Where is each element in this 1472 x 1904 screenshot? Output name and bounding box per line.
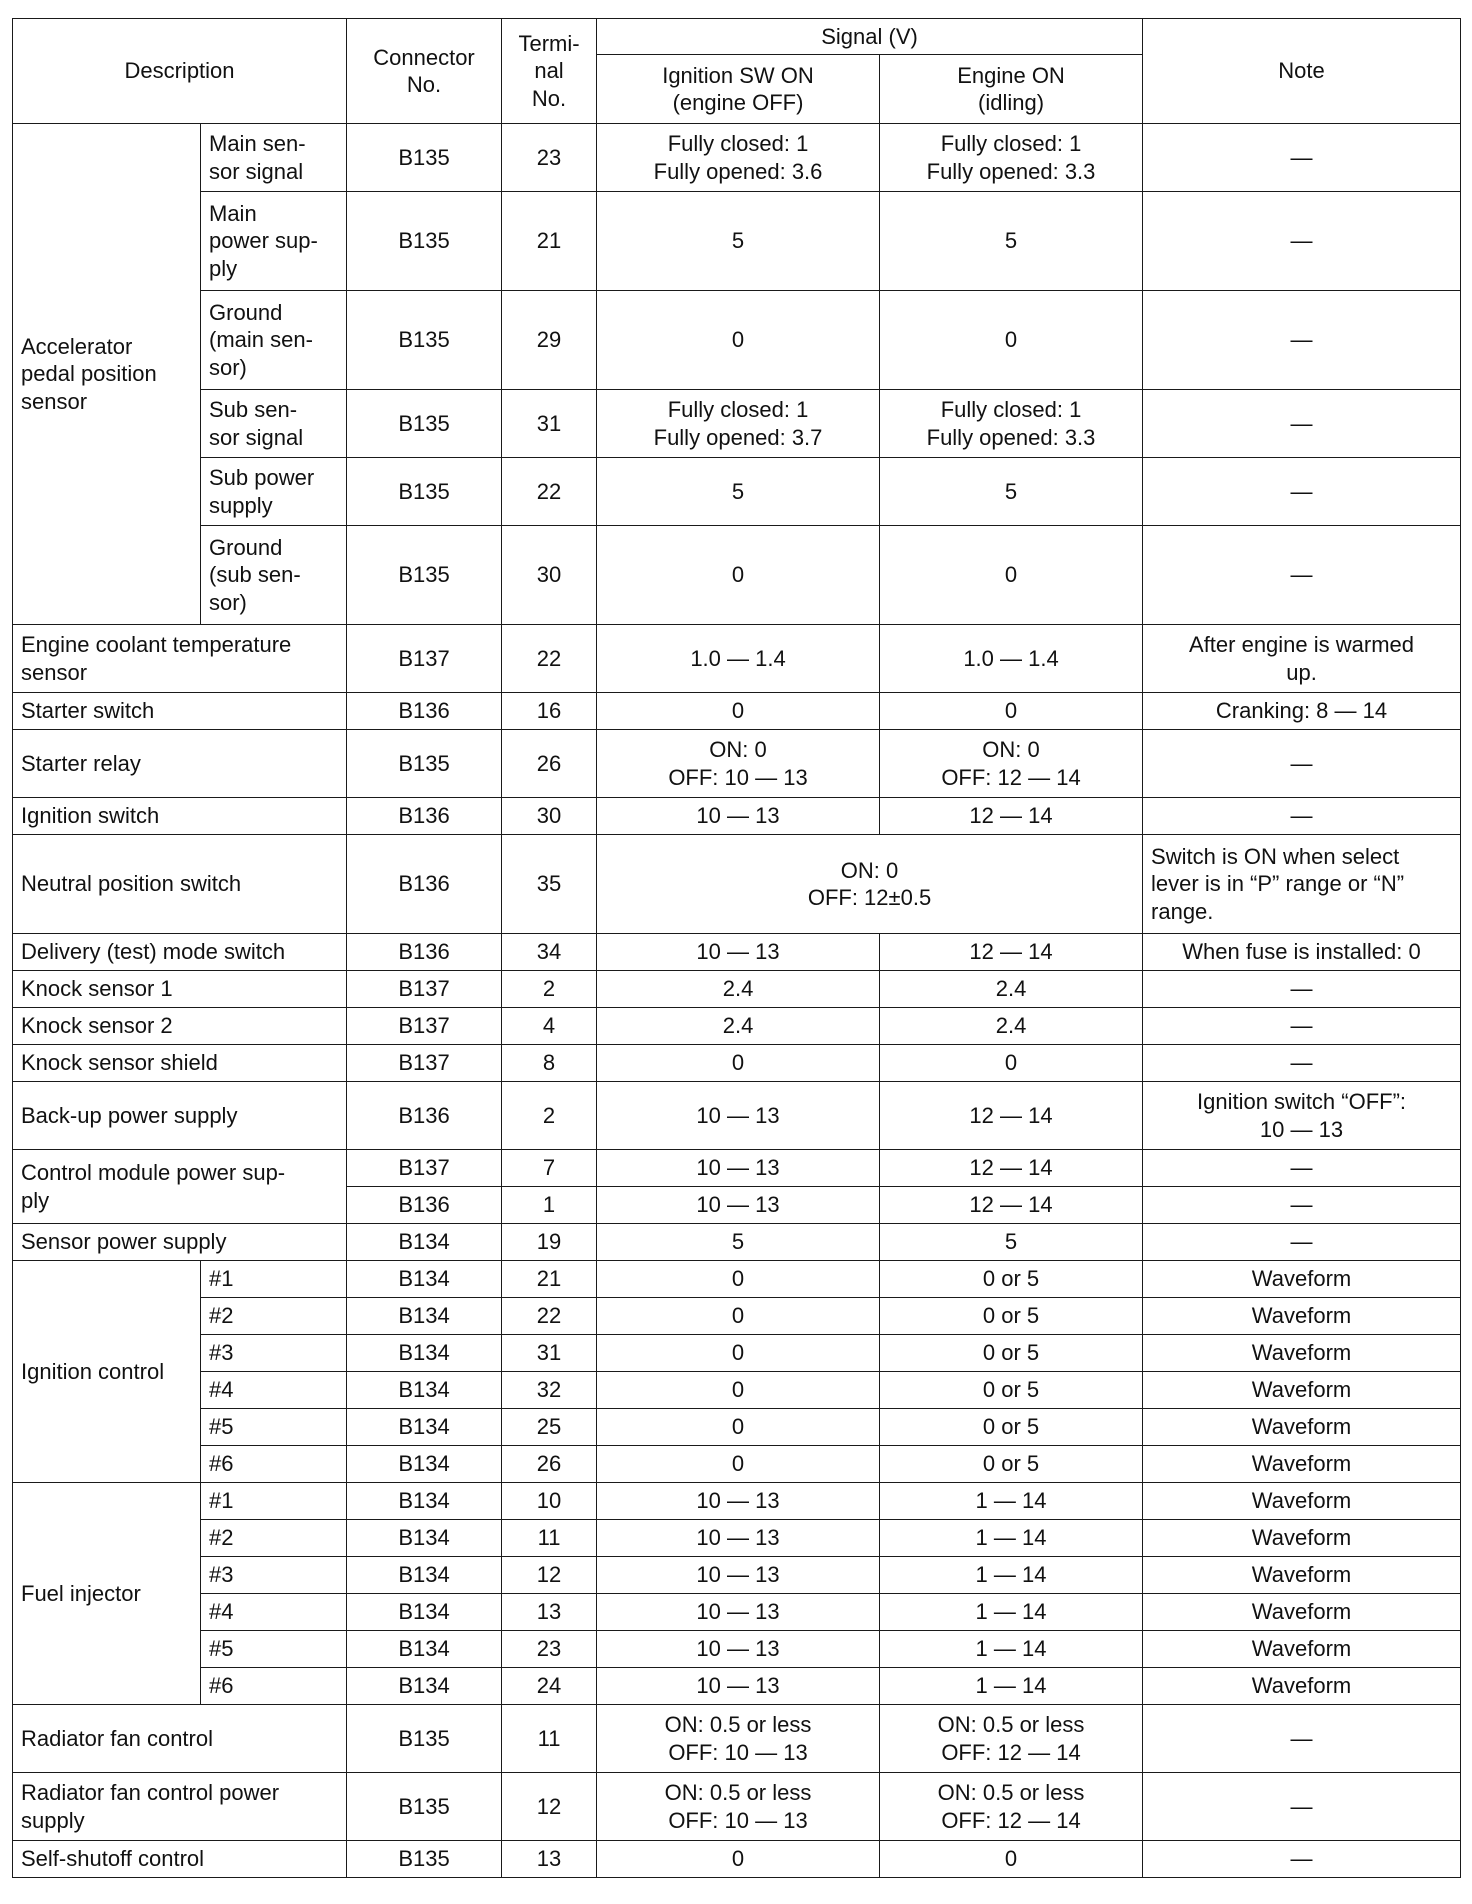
table-row [13,971,1461,1008]
ignition-sw-on-cell: 0 [597,1446,880,1483]
engine-on-cell: 0 or 5 [880,1372,1143,1409]
row-subitem: #3 [201,1335,347,1372]
connector-cell: B134 [347,1372,502,1409]
table-row [13,1594,1461,1631]
terminal-cell: 11 [502,1520,597,1557]
connector-cell: B135 [347,730,502,798]
engine-on-cell: 1 — 14 [880,1483,1143,1520]
terminal-cell: 31 [502,1335,597,1372]
table-row [13,526,1461,625]
terminal-cell: 22 [502,1298,597,1335]
table-row [13,730,1461,798]
terminal-cell: 29 [502,291,597,390]
table-row [13,835,1461,934]
table-row [13,458,1461,526]
terminal-cell: 12 [502,1773,597,1841]
signal-table [12,18,1461,1878]
connector-cell: B137 [347,1008,502,1045]
connector-cell: B134 [347,1557,502,1594]
ignition-sw-on-cell: ON: 0.5 or less OFF: 10 — 13 [597,1705,880,1773]
connector-cell: B134 [347,1446,502,1483]
terminal-cell: 1 [502,1187,597,1224]
connector-cell: B135 [347,124,502,192]
connector-cell: B134 [347,1298,502,1335]
terminal-cell: 23 [502,1631,597,1668]
engine-on-cell: 1 — 14 [880,1668,1143,1705]
row-description: Knock sensor 2 [13,1008,347,1045]
signal-merged-cell: ON: 0 OFF: 12±0.5 [597,835,1143,934]
connector-cell: B134 [347,1668,502,1705]
connector-cell: B136 [347,835,502,934]
engine-on-cell: 1 — 14 [880,1557,1143,1594]
table-row [13,1631,1461,1668]
connector-cell: B137 [347,1150,502,1187]
ignition-sw-on-cell: ON: 0.5 or less OFF: 10 — 13 [597,1773,880,1841]
ignition-sw-on-cell: 10 — 13 [597,1520,880,1557]
row-subitem: #2 [201,1520,347,1557]
row-description: Radiator fan control [13,1705,347,1773]
note-cell: — [1143,1045,1461,1082]
engine-on-cell: ON: 0.5 or less OFF: 12 — 14 [880,1705,1143,1773]
ignition-sw-on-cell: 0 [597,693,880,730]
terminal-cell: 13 [502,1841,597,1878]
note-cell: — [1143,291,1461,390]
engine-on-cell: 5 [880,192,1143,291]
note-cell: Waveform [1143,1520,1461,1557]
terminal-cell: 7 [502,1150,597,1187]
row-subitem: #1 [201,1261,347,1298]
note-cell: — [1143,971,1461,1008]
row-description: Starter relay [13,730,347,798]
note-cell: Waveform [1143,1631,1461,1668]
note-cell: Waveform [1143,1298,1461,1335]
ignition-sw-on-cell: 0 [597,1298,880,1335]
note-cell: Waveform [1143,1668,1461,1705]
table-row [13,1008,1461,1045]
engine-on-cell: 0 or 5 [880,1261,1143,1298]
note-cell: Waveform [1143,1483,1461,1520]
header-connector-no: Connector No. [347,19,502,124]
terminal-cell: 35 [502,835,597,934]
engine-on-cell: 0 [880,1045,1143,1082]
row-description: Back-up power supply [13,1082,347,1150]
note-cell: Waveform [1143,1557,1461,1594]
engine-on-cell: 1 — 14 [880,1520,1143,1557]
table-row [13,798,1461,835]
table-row [13,693,1461,730]
connector-cell: B134 [347,1224,502,1261]
ignition-sw-on-cell: 10 — 13 [597,934,880,971]
engine-on-cell: 12 — 14 [880,1150,1143,1187]
row-group-label: Accelerator pedal position sensor [13,124,201,625]
row-subitem: #6 [201,1446,347,1483]
terminal-cell: 24 [502,1668,597,1705]
row-description: Self-shutoff control [13,1841,347,1878]
terminal-cell: 8 [502,1045,597,1082]
connector-cell: B134 [347,1261,502,1298]
terminal-cell: 31 [502,390,597,458]
row-description: Ignition switch [13,798,347,835]
row-subitem: Main power sup- ply [201,192,347,291]
connector-cell: B135 [347,291,502,390]
header-terminal-no: Termi- nal No. [502,19,597,124]
terminal-cell: 16 [502,693,597,730]
terminal-cell: 12 [502,1557,597,1594]
note-cell: — [1143,1008,1461,1045]
terminal-cell: 13 [502,1594,597,1631]
row-subitem: #5 [201,1631,347,1668]
note-cell: Waveform [1143,1335,1461,1372]
connector-cell: B137 [347,625,502,693]
connector-cell: B134 [347,1631,502,1668]
table-row [13,1372,1461,1409]
engine-on-cell: 2.4 [880,971,1143,1008]
note-cell: — [1143,1705,1461,1773]
note-cell: — [1143,730,1461,798]
header-ignition-sw-on: Ignition SW ON (engine OFF) [597,55,880,124]
note-cell: After engine is warmed up. [1143,625,1461,693]
engine-on-cell: 5 [880,458,1143,526]
note-cell: — [1143,1841,1461,1878]
ignition-sw-on-cell: 10 — 13 [597,1187,880,1224]
row-subitem: #4 [201,1594,347,1631]
row-subitem: #3 [201,1557,347,1594]
engine-on-cell: 12 — 14 [880,1082,1143,1150]
table-row [13,934,1461,971]
engine-on-cell: 2.4 [880,1008,1143,1045]
row-description: Engine coolant temperature sensor [13,625,347,693]
engine-on-cell: 1 — 14 [880,1631,1143,1668]
ignition-sw-on-cell: 0 [597,526,880,625]
row-description: Radiator fan control power supply [13,1773,347,1841]
table-row [13,625,1461,693]
row-group-label: Ignition control [13,1261,201,1483]
table-row [13,1773,1461,1841]
table-row [13,1520,1461,1557]
note-cell: Waveform [1143,1446,1461,1483]
note-cell: Waveform [1143,1372,1461,1409]
ignition-sw-on-cell: 10 — 13 [597,1668,880,1705]
ignition-sw-on-cell: Fully closed: 1 Fully opened: 3.6 [597,124,880,192]
row-description: Knock sensor 1 [13,971,347,1008]
terminal-cell: 23 [502,124,597,192]
table-row [13,1668,1461,1705]
terminal-cell: 21 [502,1261,597,1298]
table-row [13,124,1461,192]
table-row [13,1557,1461,1594]
ignition-sw-on-cell: ON: 0 OFF: 10 — 13 [597,730,880,798]
connector-cell: B134 [347,1409,502,1446]
terminal-cell: 4 [502,1008,597,1045]
table-row [13,1261,1461,1298]
note-cell: Waveform [1143,1594,1461,1631]
engine-on-cell: 0 or 5 [880,1409,1143,1446]
ignition-sw-on-cell: 0 [597,1335,880,1372]
engine-on-cell: 0 or 5 [880,1298,1143,1335]
connector-cell: B134 [347,1520,502,1557]
terminal-cell: 30 [502,526,597,625]
connector-cell: B134 [347,1594,502,1631]
engine-on-cell: 12 — 14 [880,798,1143,835]
connector-cell: B137 [347,1045,502,1082]
connector-cell: B135 [347,192,502,291]
engine-on-cell: 12 — 14 [880,934,1143,971]
table-row [13,1045,1461,1082]
terminal-cell: 22 [502,625,597,693]
engine-on-cell: 0 [880,693,1143,730]
note-cell: Waveform [1143,1409,1461,1446]
connector-cell: B136 [347,934,502,971]
terminal-cell: 26 [502,1446,597,1483]
engine-on-cell: ON: 0 OFF: 12 — 14 [880,730,1143,798]
row-description: Knock sensor shield [13,1045,347,1082]
table-row [13,1224,1461,1261]
ignition-sw-on-cell: 0 [597,1045,880,1082]
engine-on-cell: 5 [880,1224,1143,1261]
note-cell: — [1143,458,1461,526]
terminal-cell: 2 [502,971,597,1008]
table-row [13,1841,1461,1878]
connector-cell: B136 [347,693,502,730]
row-description: Delivery (test) mode switch [13,934,347,971]
row-description: Control module power sup- ply [13,1150,347,1224]
connector-cell: B135 [347,526,502,625]
note-cell: When fuse is installed: 0 [1143,934,1461,971]
engine-on-cell: 0 [880,291,1143,390]
engine-on-cell: Fully closed: 1 Fully opened: 3.3 [880,124,1143,192]
table-row [13,1335,1461,1372]
table-row [13,1705,1461,1773]
note-cell: — [1143,390,1461,458]
ignition-sw-on-cell: 0 [597,1261,880,1298]
connector-cell: B137 [347,971,502,1008]
table-row [13,1298,1461,1335]
row-subitem: Ground (main sen- sor) [201,291,347,390]
engine-on-cell: 0 [880,1841,1143,1878]
terminal-cell: 2 [502,1082,597,1150]
row-subitem: #1 [201,1483,347,1520]
table-row [13,291,1461,390]
connector-cell: B134 [347,1335,502,1372]
note-cell: — [1143,192,1461,291]
terminal-cell: 10 [502,1483,597,1520]
ignition-sw-on-cell: 10 — 13 [597,1594,880,1631]
header-engine-on: Engine ON (idling) [880,55,1143,124]
terminal-cell: 32 [502,1372,597,1409]
connector-cell: B134 [347,1483,502,1520]
table-row [13,390,1461,458]
note-cell: — [1143,526,1461,625]
row-subitem: Main sen- sor signal [201,124,347,192]
note-cell: Waveform [1143,1261,1461,1298]
row-subitem: Ground (sub sen- sor) [201,526,347,625]
ignition-sw-on-cell: 10 — 13 [597,1150,880,1187]
row-group-label: Fuel injector [13,1483,201,1705]
ignition-sw-on-cell: Fully closed: 1 Fully opened: 3.7 [597,390,880,458]
note-cell: Ignition switch “OFF”: 10 — 13 [1143,1082,1461,1150]
terminal-cell: 34 [502,934,597,971]
ignition-sw-on-cell: 5 [597,1224,880,1261]
table-row [13,1150,1461,1187]
note-cell: — [1143,1150,1461,1187]
row-subitem: Sub sen- sor signal [201,390,347,458]
note-cell: — [1143,124,1461,192]
ignition-sw-on-cell: 0 [597,1409,880,1446]
terminal-cell: 11 [502,1705,597,1773]
ignition-sw-on-cell: 10 — 13 [597,1631,880,1668]
header-note: Note [1143,19,1461,124]
ignition-sw-on-cell: 1.0 — 1.4 [597,625,880,693]
ignition-sw-on-cell: 10 — 13 [597,1082,880,1150]
note-cell: — [1143,798,1461,835]
row-subitem: #2 [201,1298,347,1335]
table-row [13,1446,1461,1483]
table-row [13,1483,1461,1520]
ignition-sw-on-cell: 2.4 [597,971,880,1008]
ignition-sw-on-cell: 5 [597,458,880,526]
terminal-cell: 25 [502,1409,597,1446]
row-subitem: Sub power supply [201,458,347,526]
ignition-sw-on-cell: 5 [597,192,880,291]
engine-on-cell: 0 [880,526,1143,625]
row-subitem: #6 [201,1668,347,1705]
terminal-cell: 26 [502,730,597,798]
connector-cell: B135 [347,390,502,458]
header-row-1 [13,19,1461,55]
row-subitem: #5 [201,1409,347,1446]
engine-on-cell: 1 — 14 [880,1594,1143,1631]
header-description: Description [13,19,347,124]
note-cell: — [1143,1773,1461,1841]
connector-cell: B136 [347,1187,502,1224]
row-description: Sensor power supply [13,1224,347,1261]
connector-cell: B135 [347,458,502,526]
engine-on-cell: 1.0 — 1.4 [880,625,1143,693]
terminal-cell: 21 [502,192,597,291]
connector-cell: B135 [347,1773,502,1841]
connector-cell: B135 [347,1841,502,1878]
terminal-cell: 30 [502,798,597,835]
table-row [13,192,1461,291]
table-row [13,1082,1461,1150]
note-cell: Cranking: 8 — 14 [1143,693,1461,730]
table-row [13,1409,1461,1446]
ignition-sw-on-cell: 10 — 13 [597,798,880,835]
ignition-sw-on-cell: 10 — 13 [597,1483,880,1520]
connector-cell: B136 [347,798,502,835]
engine-on-cell: 12 — 14 [880,1187,1143,1224]
ignition-sw-on-cell: 10 — 13 [597,1557,880,1594]
terminal-cell: 22 [502,458,597,526]
ignition-sw-on-cell: 0 [597,291,880,390]
connector-cell: B136 [347,1082,502,1150]
engine-on-cell: Fully closed: 1 Fully opened: 3.3 [880,390,1143,458]
header-signal: Signal (V) [597,19,1143,55]
engine-on-cell: 0 or 5 [880,1446,1143,1483]
engine-on-cell: 0 or 5 [880,1335,1143,1372]
connector-cell: B135 [347,1705,502,1773]
note-cell: — [1143,1224,1461,1261]
row-description: Starter switch [13,693,347,730]
ignition-sw-on-cell: 0 [597,1841,880,1878]
note-cell: — [1143,1187,1461,1224]
terminal-cell: 19 [502,1224,597,1261]
ignition-sw-on-cell: 2.4 [597,1008,880,1045]
row-subitem: #4 [201,1372,347,1409]
note-cell: Switch is ON when select lever is in “P” range or “N” range. [1143,835,1461,934]
row-description: Neutral position switch [13,835,347,934]
ignition-sw-on-cell: 0 [597,1372,880,1409]
engine-on-cell: ON: 0.5 or less OFF: 12 — 14 [880,1773,1143,1841]
